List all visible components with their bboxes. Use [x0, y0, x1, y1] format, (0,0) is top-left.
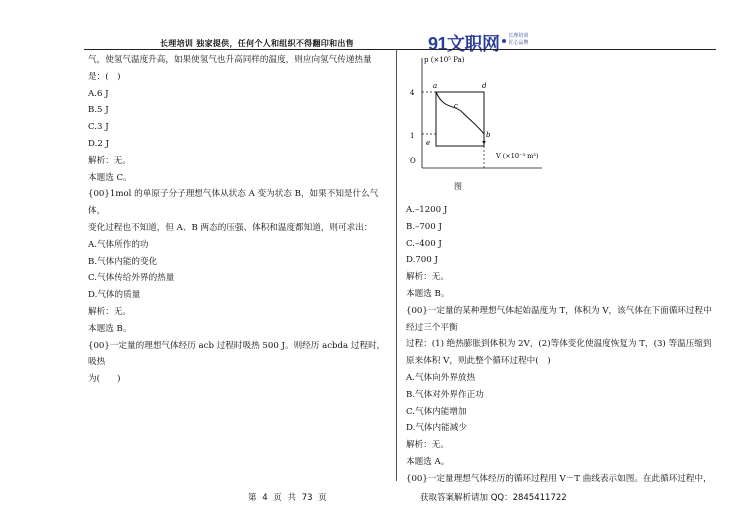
v-axis-label: V (×10⁻³ m³) [496, 152, 539, 160]
option-line: A.6 J [88, 88, 109, 99]
question-line: {00}1mol 的单原子分子理想气体从状态 A 变为状态 B，如果不知是什么气体， [88, 189, 379, 217]
tick-4-label: 4 [410, 89, 415, 97]
slogan-line-2: 匠心品牌 [508, 39, 529, 46]
tick-1-label: 1 [410, 132, 415, 140]
option-line: B.–700 J [406, 221, 442, 232]
option-line: B.气体对外界作正功 [406, 389, 484, 400]
analysis-line: 解析：无。 [406, 272, 449, 283]
header-rule [84, 49, 716, 50]
column-divider [396, 49, 397, 481]
point-a-label: a [433, 82, 438, 90]
question-line: 为( ) [88, 374, 121, 385]
option-line: C.–400 J [406, 238, 442, 249]
question-line: 经过三个平衡 [406, 322, 458, 333]
p-axis-label: p (×10⁵ Pa) [424, 56, 465, 64]
question-line: {00}一定量理想气体经历的循环过程用 V－T 曲线表示如图。在此循环过程中， [406, 473, 712, 484]
analysis-line: 解析：无。 [88, 306, 131, 317]
slogan-line-1: 长理培训 [508, 33, 529, 39]
point-c-label: c [454, 102, 458, 110]
answer-line: 本题选 B。 [406, 288, 450, 299]
logo-slogan [509, 33, 529, 46]
text-line: 是：( ) [88, 71, 121, 82]
analysis-line: 解析：无。 [88, 155, 131, 166]
header-notice: 长理培训 独家提供，任何个人和组织不得翻印和出售 [160, 39, 354, 48]
option-line: B.5 J [88, 105, 109, 116]
question-line: 变化过程也不知道，但 A、B 两态的压强、体积和温度都知道，则可求出： [88, 222, 373, 233]
origin-label: O [410, 157, 416, 165]
option-line: D.气体的质量 [88, 290, 141, 301]
analysis-line: 解析：无。 [406, 440, 449, 451]
text-line: 气，使氢气温度升高，如果使氢气也升高同样的温度，则应向氢气传递热量 [88, 55, 372, 65]
option-line: D.700 J [406, 255, 438, 266]
question-line: 过程：(1) 绝热膨胀到体积为 2V，(2)等体变化使温度恢复为 T，(3) 等温压缩到 [406, 339, 712, 350]
question-line: {00}一定量的理想气体经历 acb 过程时吸热 500 J。则经历 acbda 过程时，吸热 [88, 340, 386, 368]
option-line: A.气体所作的功 [88, 239, 149, 250]
option-line: A.气体向外界放热 [406, 372, 476, 383]
page-number: 第 4 页 共 73 页 [248, 493, 327, 503]
question-line: 原来体积 V，则此整个循环过程中( ) [406, 356, 551, 367]
answer-line: 本题选 A。 [406, 456, 450, 467]
option-line: B.气体内能的变化 [88, 256, 158, 267]
right-column [406, 202, 712, 488]
contact-info: 获取答案解析请加 QQ：2845411722 [420, 493, 567, 503]
answer-line: 本题选 C。 [88, 172, 132, 183]
process-curve-acb [436, 92, 484, 134]
option-line: D.气体内能减少 [406, 423, 467, 434]
cycle-rectangle [436, 92, 484, 146]
question-line: {00}一定量的某种理想气体起始温度为 T，体积为 V，该气体在下面循环过程中 [406, 305, 712, 316]
option-line: C.气体传给外界的热量 [88, 273, 175, 284]
logo-text: 91文职网 [428, 34, 500, 54]
option-line: C.3 J [88, 122, 109, 133]
left-column [88, 52, 392, 388]
answer-line: 本题选 B。 [88, 323, 132, 334]
point-b-label: b [486, 131, 491, 139]
option-line: A.–1200 J [406, 205, 448, 215]
figure-caption: 图 [454, 182, 462, 191]
point-d-label: d [482, 82, 487, 90]
pv-diagram [404, 50, 544, 190]
option-line: D.2 J [88, 138, 109, 149]
logo-dot-icon [502, 39, 506, 43]
option-line: C.气体内能增加 [406, 406, 467, 417]
point-e-label: e [426, 139, 431, 147]
